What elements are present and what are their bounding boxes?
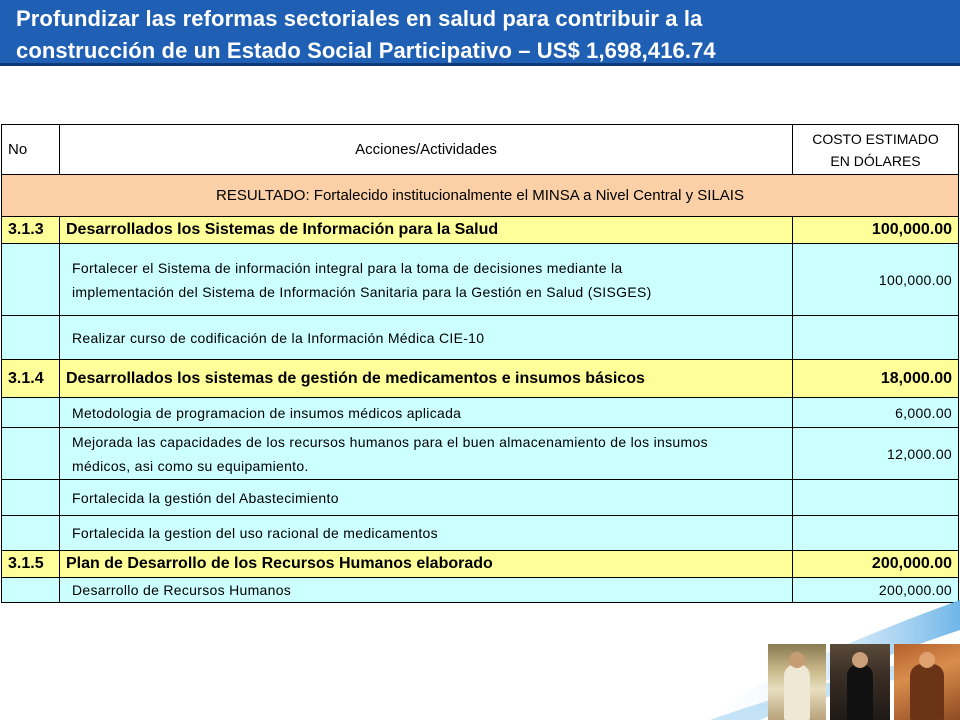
activity-number: [2, 316, 60, 360]
activity-number: [2, 516, 60, 551]
activity-cost: 200,000.00: [793, 578, 959, 603]
activity-number: [2, 428, 60, 480]
activity-row: [2, 480, 959, 516]
activity-number: [2, 398, 60, 428]
section-title: Desarrollados los Sistemas de Información para la Salud: [60, 217, 793, 244]
activity-number: [2, 244, 60, 316]
result-row: [2, 175, 959, 217]
activity-text: Metodologia de programacion de insumos médicos aplicada: [60, 398, 793, 428]
activity-cost: 100,000.00: [793, 244, 959, 316]
activity-text: Fortalecida la gestión del Abastecimiento: [60, 480, 793, 516]
historical-figures-photos-icon: [768, 644, 960, 720]
header-cost-line1: COSTO ESTIMADO: [812, 130, 939, 147]
activity-line: Mejorada las capacidades de los recursos humanos para el buen almacenamiento de los insumos: [72, 433, 708, 450]
title-line-2: construcción de un Estado Social Participativo – US$ 1,698,416.74: [16, 38, 716, 63]
section-cost: 18,000.00: [793, 360, 959, 398]
activity-row: [2, 428, 959, 480]
activity-cost: [793, 480, 959, 516]
activity-cost: [793, 316, 959, 360]
section-cost: 200,000.00: [793, 551, 959, 578]
header-cost: [793, 125, 959, 175]
activity-number: [2, 480, 60, 516]
activity-line: implementación del Sistema de Información Sanitaria para la Gestión en Salud (SISGES): [72, 283, 652, 300]
section-row: [2, 217, 959, 244]
activity-text: [60, 428, 793, 480]
activity-cost: [793, 516, 959, 551]
portrait-photo-3: [894, 644, 960, 720]
header-actions: Acciones/Actividades: [60, 125, 793, 175]
activity-number: [2, 578, 60, 603]
activity-row: [2, 398, 959, 428]
title-banner: [0, 0, 960, 66]
activity-line: Fortalecer el Sistema de información integral para la toma de decisiones mediante la: [72, 259, 623, 276]
section-number: 3.1.4: [2, 360, 60, 398]
portrait-photo-2: [830, 644, 890, 720]
activity-text: Desarrollo de Recursos Humanos: [60, 578, 793, 603]
result-text: RESULTADO: Fortalecido institucionalmente el MINSA a Nivel Central y SILAIS: [2, 175, 959, 217]
activity-text: [60, 244, 793, 316]
activity-cost: 12,000.00: [793, 428, 959, 480]
budget-table: [1, 124, 959, 603]
section-number: 3.1.5: [2, 551, 60, 578]
activity-row: [2, 316, 959, 360]
section-number: 3.1.3: [2, 217, 60, 244]
activity-row: [2, 244, 959, 316]
activity-cost: 6,000.00: [793, 398, 959, 428]
header-no: No: [2, 125, 60, 175]
section-title: Desarrollados los sistemas de gestión de medicamentos e insumos básicos: [60, 360, 793, 398]
portrait-photo-1: [768, 644, 826, 720]
activity-text: Realizar curso de codificación de la Información Médica CIE-10: [60, 316, 793, 360]
section-row: [2, 551, 959, 578]
activity-text: Fortalecida la gestion del uso racional de medicamentos: [60, 516, 793, 551]
section-cost: 100,000.00: [793, 217, 959, 244]
section-row: [2, 360, 959, 398]
activity-line: médicos, asi como su equipamiento.: [72, 457, 309, 474]
table-header-row: [2, 125, 959, 175]
activity-row: [2, 516, 959, 551]
title-line-1: Profundizar las reformas sectoriales en salud para contribuir a la: [16, 6, 703, 31]
header-cost-line2: EN DÓLARES: [830, 152, 921, 169]
section-title: Plan de Desarrollo de los Recursos Humanos elaborado: [60, 551, 793, 578]
